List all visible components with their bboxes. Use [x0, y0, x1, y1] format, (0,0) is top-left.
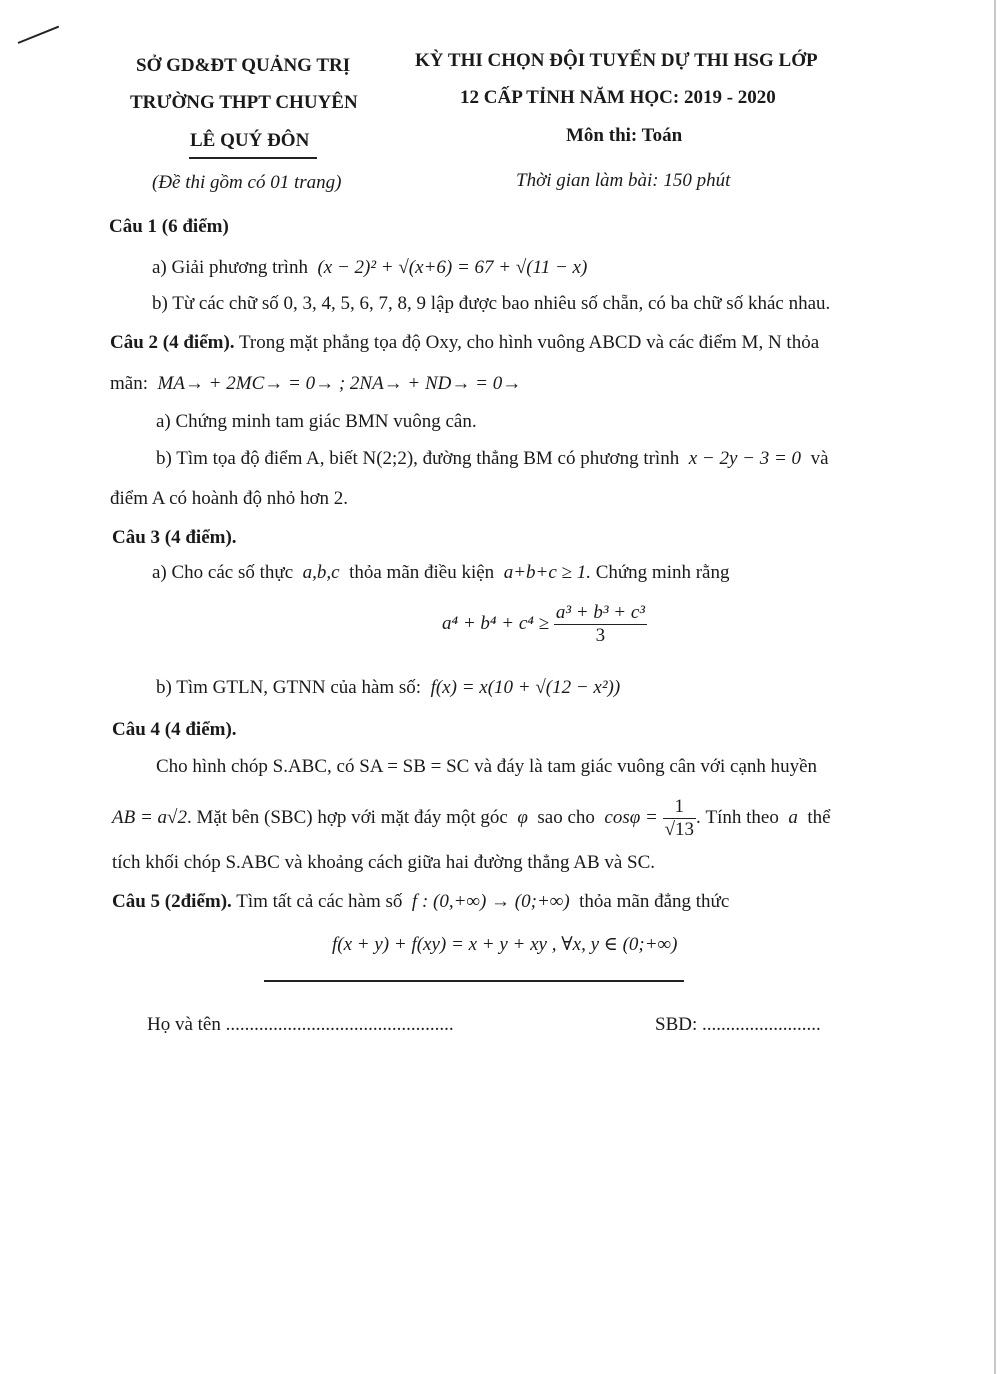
q4-text-d: . Tính theo: [696, 806, 779, 828]
q1b: b) Từ các chữ số 0, 3, 4, 5, 6, 7, 8, 9 lập được bao nhiêu số chẵn, có ba chữ số khác nhau.: [152, 293, 831, 314]
q4-phi: φ: [517, 806, 528, 828]
q4-line2: [112, 796, 831, 841]
q4-line1: Cho hình chóp S.ABC, có SA = SB = SC và đáy là tam giác vuông cân với cạnh huyền: [156, 756, 818, 777]
q5-title: Câu 5 (2điểm).: [112, 891, 232, 912]
q4-cos-num: 1: [663, 796, 696, 819]
q2b-text: b) Tìm tọa độ điểm A, biết N(2;2), đường thẳng BM có phương trình: [156, 448, 680, 469]
page-count-note: (Đề thi gồm có 01 trang): [152, 172, 342, 193]
q2-cond-label: mãn:: [110, 373, 148, 394]
duration: Thời gian làm bài: 150 phút: [516, 170, 731, 191]
q3b-text: b) Tìm GTLN, GTNN của hàm số:: [156, 677, 422, 698]
q3-title: Câu 3 (4 điểm).: [112, 527, 237, 548]
scan-edge: [994, 0, 996, 1374]
school-name-2: LÊ QUÝ ĐÔN: [190, 130, 310, 151]
q4-line3: tích khối chóp S.ABC và khoảng cách giữa hai đường thẳng AB và SC.: [112, 852, 656, 873]
header-underline: [189, 157, 317, 159]
q5-func: f : (0,+∞) → (0;+∞): [411, 891, 570, 912]
q4-cos-den: √13: [664, 819, 695, 840]
footer-divider: [264, 980, 684, 982]
exam-title: KỲ THI CHỌN ĐỘI TUYỂN DỰ THI HSG LỚP: [415, 50, 818, 71]
q4-text-c: sao cho: [537, 806, 595, 828]
q2-intro: Trong mặt phẳng tọa độ Oxy, cho hình vuông ABCD và các điểm M, N thỏa: [238, 332, 820, 353]
student-id-field: SBD: .........................: [655, 1014, 821, 1035]
student-name-field: Họ và tên ................................................: [147, 1014, 454, 1035]
q1-title: Câu 1 (6 điểm): [109, 216, 229, 237]
q3a: [152, 562, 730, 584]
q3a-inequality: [442, 602, 647, 647]
q1a-text: a) Giải phương trình: [152, 257, 308, 278]
q2b-cont: điểm A có hoành độ nhỏ hơn 2.: [110, 488, 349, 509]
q3a-text1: a) Cho các số thực: [152, 562, 294, 583]
q3b-function: f(x) = x(10 + √(12 − x²)): [430, 677, 621, 698]
q4-text-b: . Mặt bên (SBC) hợp với mặt đáy một góc: [186, 806, 508, 828]
q1a: [152, 257, 587, 279]
q1a-equation: (x − 2)² + √(x+6) = 67 + √(11 − x): [317, 257, 588, 278]
q3a-cond: a+b+c ≥ 1.: [503, 562, 591, 583]
exam-title-2: 12 CẤP TỈNH NĂM HỌC: 2019 - 2020: [460, 87, 776, 108]
school-name: TRƯỜNG THPT CHUYÊN: [130, 92, 358, 113]
q3a-text2: thỏa mãn điều kiện: [349, 562, 495, 583]
q3a-text3: Chứng minh rằng: [595, 562, 730, 583]
q4-cos-fraction: [663, 796, 696, 841]
school-dept: SỞ GD&ĐT QUẢNG TRỊ: [136, 55, 351, 76]
q5-equation: f(x + y) + f(xy) = x + y + xy , ∀x, y ∈ (0;+∞): [332, 934, 678, 955]
ineq-left: a⁴ + b⁴ + c⁴ ≥: [442, 612, 550, 634]
q2-condition: [110, 373, 521, 395]
ineq-fraction: [554, 602, 647, 647]
q3a-vars: a,b,c: [302, 562, 340, 583]
q2-title: Câu 2 (4 điểm).: [110, 332, 235, 353]
ineq-numerator: a³ + b³ + c³: [555, 602, 645, 623]
q2b: [156, 448, 829, 470]
q2a: a) Chứng minh tam giác BMN vuông cân.: [156, 411, 477, 432]
q4-cos-left: cosφ =: [604, 806, 658, 828]
q2-intro-line: [110, 332, 819, 354]
ineq-denominator: 3: [595, 625, 606, 646]
q4-title: Câu 4 (4 điểm).: [112, 719, 237, 740]
q5-intro-line: [112, 891, 729, 913]
q5-intro: Tìm tất cả các hàm số: [236, 891, 403, 912]
q4-var-a: a: [788, 806, 798, 828]
q4-ab: AB = a√2: [112, 806, 187, 828]
q2b-equation: x − 2y − 3 = 0: [688, 448, 802, 469]
q3b: [156, 677, 620, 699]
scan-mark: [18, 26, 60, 44]
subject: Môn thi: Toán: [566, 125, 683, 146]
q4-text-e: thể: [807, 806, 831, 828]
q2b-end: và: [810, 448, 829, 469]
q5-intro-end: thỏa mãn đẳng thức: [579, 891, 730, 912]
q2-cond-eq: MA→ + 2MC→ = 0→ ; 2NA→ + ND→ = 0→: [157, 373, 522, 394]
